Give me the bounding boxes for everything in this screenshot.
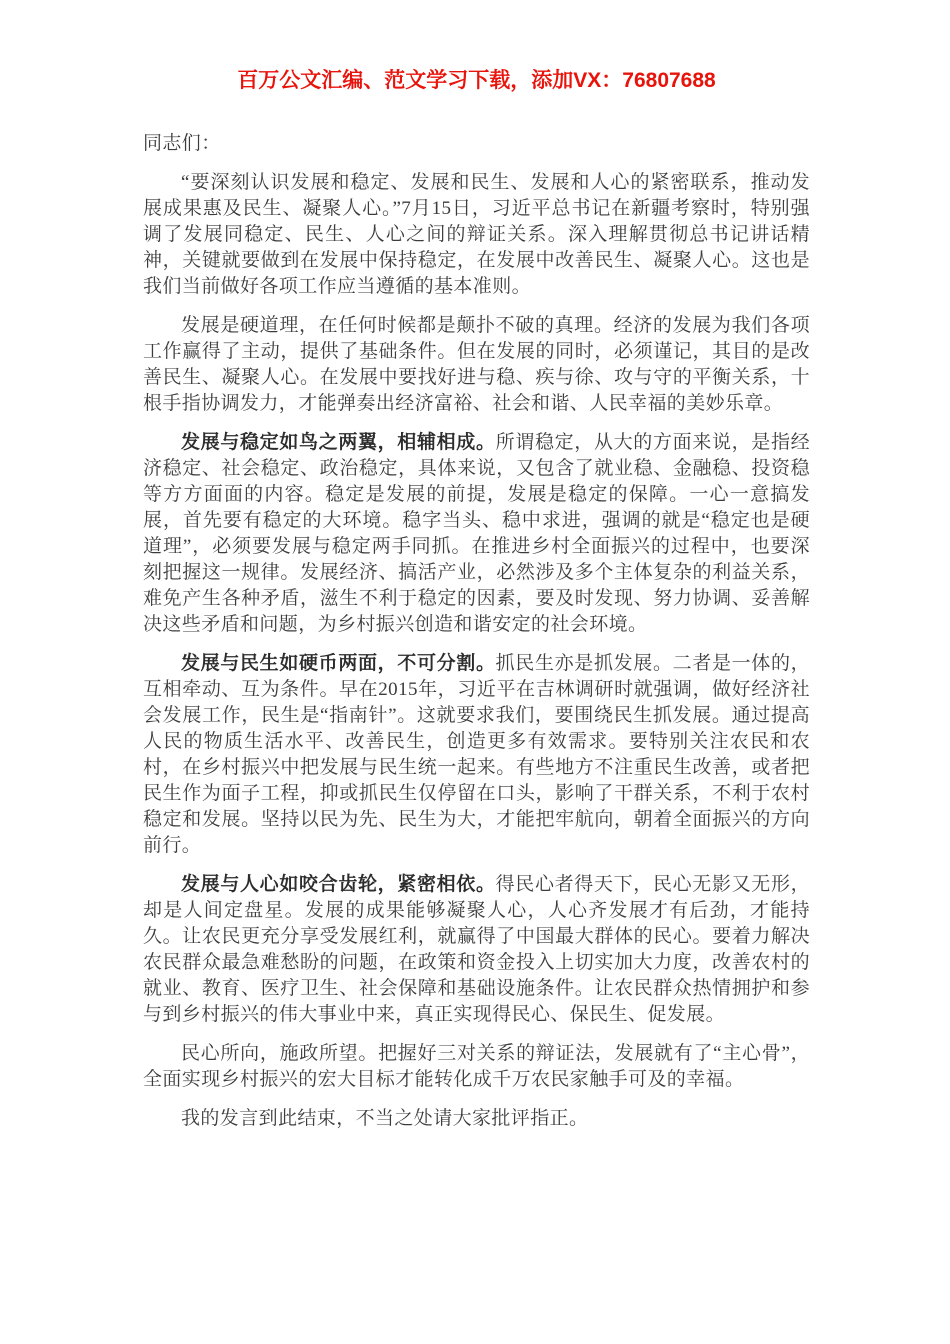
paragraph-closing-text: 我的发言到此结束，不当之处请大家批评指正。 bbox=[181, 1108, 589, 1129]
paragraph-intro bbox=[143, 170, 810, 300]
paragraph-stability-lead: 发展与稳定如鸟之两翼，相辅相成。 bbox=[181, 432, 496, 453]
paragraph-conclusion-text: 民心所向，施政所望。把握好三对关系的辩证法，发展就有了“主心骨”，全面实现乡村振兴的宏大目标才能转化成千万农民家触手可及的幸福。 bbox=[143, 1043, 810, 1090]
paragraph-development-text: 发展是硬道理，在任何时候都是颠扑不破的真理。经济的发展为我们各项工作赢得了主动，提供了基础条件。但在发展的同时，必须谨记，其目的是改善民生、凝聚人心。在发展中要找好进与稳、疾与徐、攻与守的平衡关系，十根手指协调发力，才能弹奏出经济富裕、社会和谐、人民幸福的美妙乐章。 bbox=[143, 315, 810, 414]
paragraph-intro-text: “要深刻认识发展和稳定、发展和民生、发展和人心的紧密联系，推动发展成果惠及民生、凝聚人心。”7月15日，习近平总书记在新疆考察时，特别强调了发展同稳定、民生、人心之间的辩证关系。深入理解贯彻总书记讲话精神，关键就要做到在发展中保持稳定，在发展中改善民生、凝聚人心。这也是我们当前做好各项工作应当遵循的基本准则。 bbox=[143, 172, 810, 297]
promo-header-text: 百万公文汇编、范文学习下载，添加VX：76807688 bbox=[237, 69, 716, 92]
salutation: 同志们： bbox=[143, 133, 221, 154]
paragraph-conclusion bbox=[143, 1041, 810, 1093]
document-content bbox=[143, 131, 810, 1132]
paragraph-popular-will bbox=[143, 872, 810, 1028]
paragraph-closing bbox=[143, 1106, 810, 1132]
paragraph-popular-will-lead: 发展与人心如咬合齿轮，紧密相依。 bbox=[181, 874, 496, 895]
paragraph-livelihood-text: 抓民生亦是抓发展。二者是一体的，互相牵动、互为条件。早在2015年，习近平在吉林调研时就强调，做好经济社会发展工作，民生是“指南针”。这就要求我们，要围绕民生抓发展。通过提高人民的物质生活水平、改善民生，创造更多有效需求。要特别关注农民和农村，在乡村振兴中把发展与民生统一起来。有些地方不注重民生改善，或者把民生作为面子工程，抑或抓民生仅停留在口头，影响了干群关系，不利于农村稳定和发展。坚持以民为先、民生为大，才能把牢航向，朝着全面振兴的方向前行。 bbox=[143, 653, 811, 856]
paragraph-development bbox=[143, 313, 810, 417]
paragraph-stability-text: 所谓稳定，从大的方面来说，是指经济稳定、社会稳定、政治稳定，具体来说，又包含了就业稳、金融稳、投资稳等方方面面的内容。稳定是发展的前提，发展是稳定的保障。一心一意搞发展，首先要有稳定的大环境。稳字当头、稳中求进，强调的就是“稳定也是硬道理”，必须要发展与稳定两手同抓。在推进乡村全面振兴的过程中，也要深刻把握这一规律。发展经济、搞活产业，必然涉及多个主体复杂的利益关系，难免产生各种矛盾，滋生不利于稳定的因素，要及时发现、努力协调、妥善解决这些矛盾和问题，为乡村振兴创造和谐安定的社会环境。 bbox=[143, 432, 811, 635]
paragraph-popular-will-text: 得民心者得天下，民心无影又无形，却是人间定盘星。发展的成果能够凝聚人心，人心齐发展才有后劲，才能持久。让农民更充分享受发展红利，就赢得了中国最大群体的民心。要着力解决农民群众最急难愁盼的问题，在政策和资金投入上切实加大力度，改善农村的就业、教育、医疗卫生、社会保障和基础设施条件。让农民群众热情拥护和参与到乡村振兴的伟大事业中来，真正实现得民心、保民生、促发展。 bbox=[143, 874, 811, 1025]
paragraph-stability bbox=[143, 430, 810, 638]
paragraph-livelihood-lead: 发展与民生如硬币两面，不可分割。 bbox=[181, 653, 496, 674]
paragraph-livelihood bbox=[143, 651, 810, 859]
